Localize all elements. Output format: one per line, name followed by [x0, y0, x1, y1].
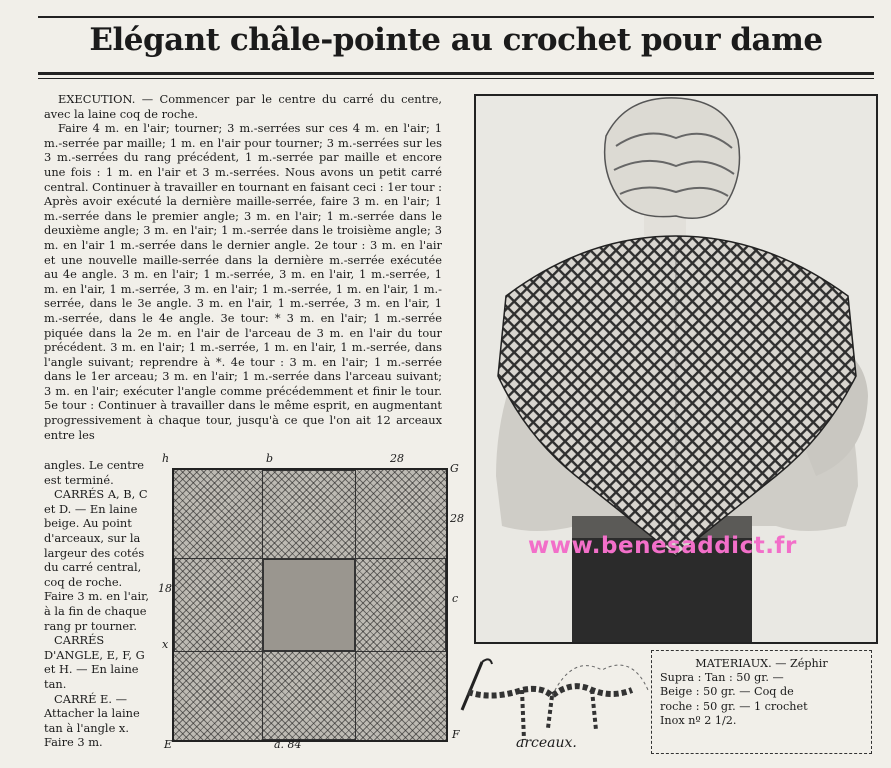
diagram-left-measure: 18 — [158, 582, 172, 595]
materials-box — [651, 650, 872, 754]
side-paragraph: CARRÉS D'ANGLE, E, F, G et H. — En laine tan. — [44, 633, 145, 691]
panel-a — [262, 650, 356, 740]
panel-c — [354, 558, 446, 652]
center-square — [262, 558, 356, 652]
intro-paragraph: EXECUTION. — Commencer par le centre du carré du centre, avec la laine coq de roche. — [44, 92, 442, 121]
diagram-corner-label: E — [164, 738, 173, 751]
instructions-text — [44, 92, 442, 442]
diagram-right-letter: c — [452, 592, 459, 605]
materials-line: Beige : 50 gr. — Coq de — [660, 685, 794, 699]
materials-line: roche : 50 gr. — 1 crochet — [660, 699, 808, 713]
materials-heading: MATERIAUX. — Zéphir — [695, 657, 828, 670]
side-paragraph: CARRÉS A, B, C et D. — En laine beige. Au point d'arceaux, sur la largeur des cotés du carré central, coq de roche. Faire 3 m. en l'air, à la fin de chaque rang pr tourner. — [44, 487, 150, 633]
watermark: www.benesaddict.fr — [528, 533, 797, 559]
side-paragraph: CARRÉ E. — Attacher la laine tan à l'angle x. Faire 3 m. — [44, 691, 140, 750]
woman-wearing-shawl-image — [476, 96, 876, 642]
panel-b — [262, 470, 356, 560]
rounds-paragraph: Faire 4 m. en l'air; tourner; 3 m.-serrées sur ces 4 m. en l'air; 1 m.-serrée par maille; 1 m. en l'air pour tourner; 3 m.-serrées sur les 3 m.-serrées du rang précédent, 1 m.-serrée par maille et encore une fois : 1 m. en l'air et 3 m.-serrées. Nous avons un petit carré central. Continuer à travailler en tournant en faisant ceci : 1er tour : Après avoir exécuté la dernière maille-serrée, faire 3 m. en l'air; 1 m.-serrée dans le premier angle; 3 m. en l'air; 1 m.-serrée dans le deuxième angle; 3 m. en l'air; 1 m.-serrée dans le troisième angle; 3 m. en l'air 1 m.-serrée dans le dernier angle. 2e tour : 3 m. en l'air et une nouvelle maille-serrée dans la dernière m.-serrée exécutée au 4e angle. 3 m. en l'air; 1 m.-serrée, 3 m. en l'air, 1 m.-serrée, 1 m. en l'air, 1 m.-serrée, 3 m. en l'air; 1 m.-serrée, 1 m. en l'air, 1 m.-serrée, dans le 3e angle. 3 m. en l'air, 1 m.-serrée, 3 m. en l'air, 1 m.-serrée, dans le 4e angle. 3e tour: * 3 m. en l'air; 1 m.-serrée piquée dans la 2e m. en l'air de l'arceau de 3 m. en l'air du tour précédent. 3 m. en l'air; 1 m.-serrée, 1 m. en l'air, 1 m.-serrée, dans l'angle suivant; reprendre à *. 4e tour : 3 m. en l'air; 1 m.-serrée dans le 1er arceau; 3 m. en l'air; 1 m.-serrée dans l'arceau suivant; 3 m. en l'air; exécuter l'angle comme précédemment et finir le tour. 5e tour : Continuer à travailler dans le même esprit, en augmentant progressivement à chaque tour, jusqu'à ce que l'on ait 12 arceaux entre les — [44, 121, 442, 442]
diagram-bottom-measure: a. 84 — [274, 738, 302, 751]
crochet-square — [172, 468, 448, 742]
diagram-top-measure: 28 — [390, 452, 404, 465]
title-underline-thin — [38, 78, 874, 79]
stitch-label: arceaux. — [516, 735, 577, 751]
title-underline — [38, 72, 874, 75]
top-rule — [38, 16, 874, 18]
diagram-right-measure: 28 — [450, 512, 464, 525]
materials-line: Supra : Tan : 50 gr. — — [660, 671, 784, 685]
article-title: Elégant châle-pointe au crochet pour dame — [89, 22, 823, 58]
panel-x — [174, 558, 264, 652]
diagram-corner-label: F — [452, 728, 460, 741]
diagram-corner-label: G — [450, 462, 459, 475]
square-assembly-diagram — [158, 452, 470, 752]
diagram-top-label: b — [266, 452, 274, 465]
model-illustration — [474, 94, 878, 644]
materials-line: Inox nº 2 1/2. — [660, 713, 737, 727]
side-column-text — [44, 458, 152, 750]
diagram-left-letter: x — [162, 638, 169, 651]
diagram-corner-label: h — [162, 452, 170, 465]
side-paragraph: angles. Le centre est terminé. — [44, 458, 145, 487]
